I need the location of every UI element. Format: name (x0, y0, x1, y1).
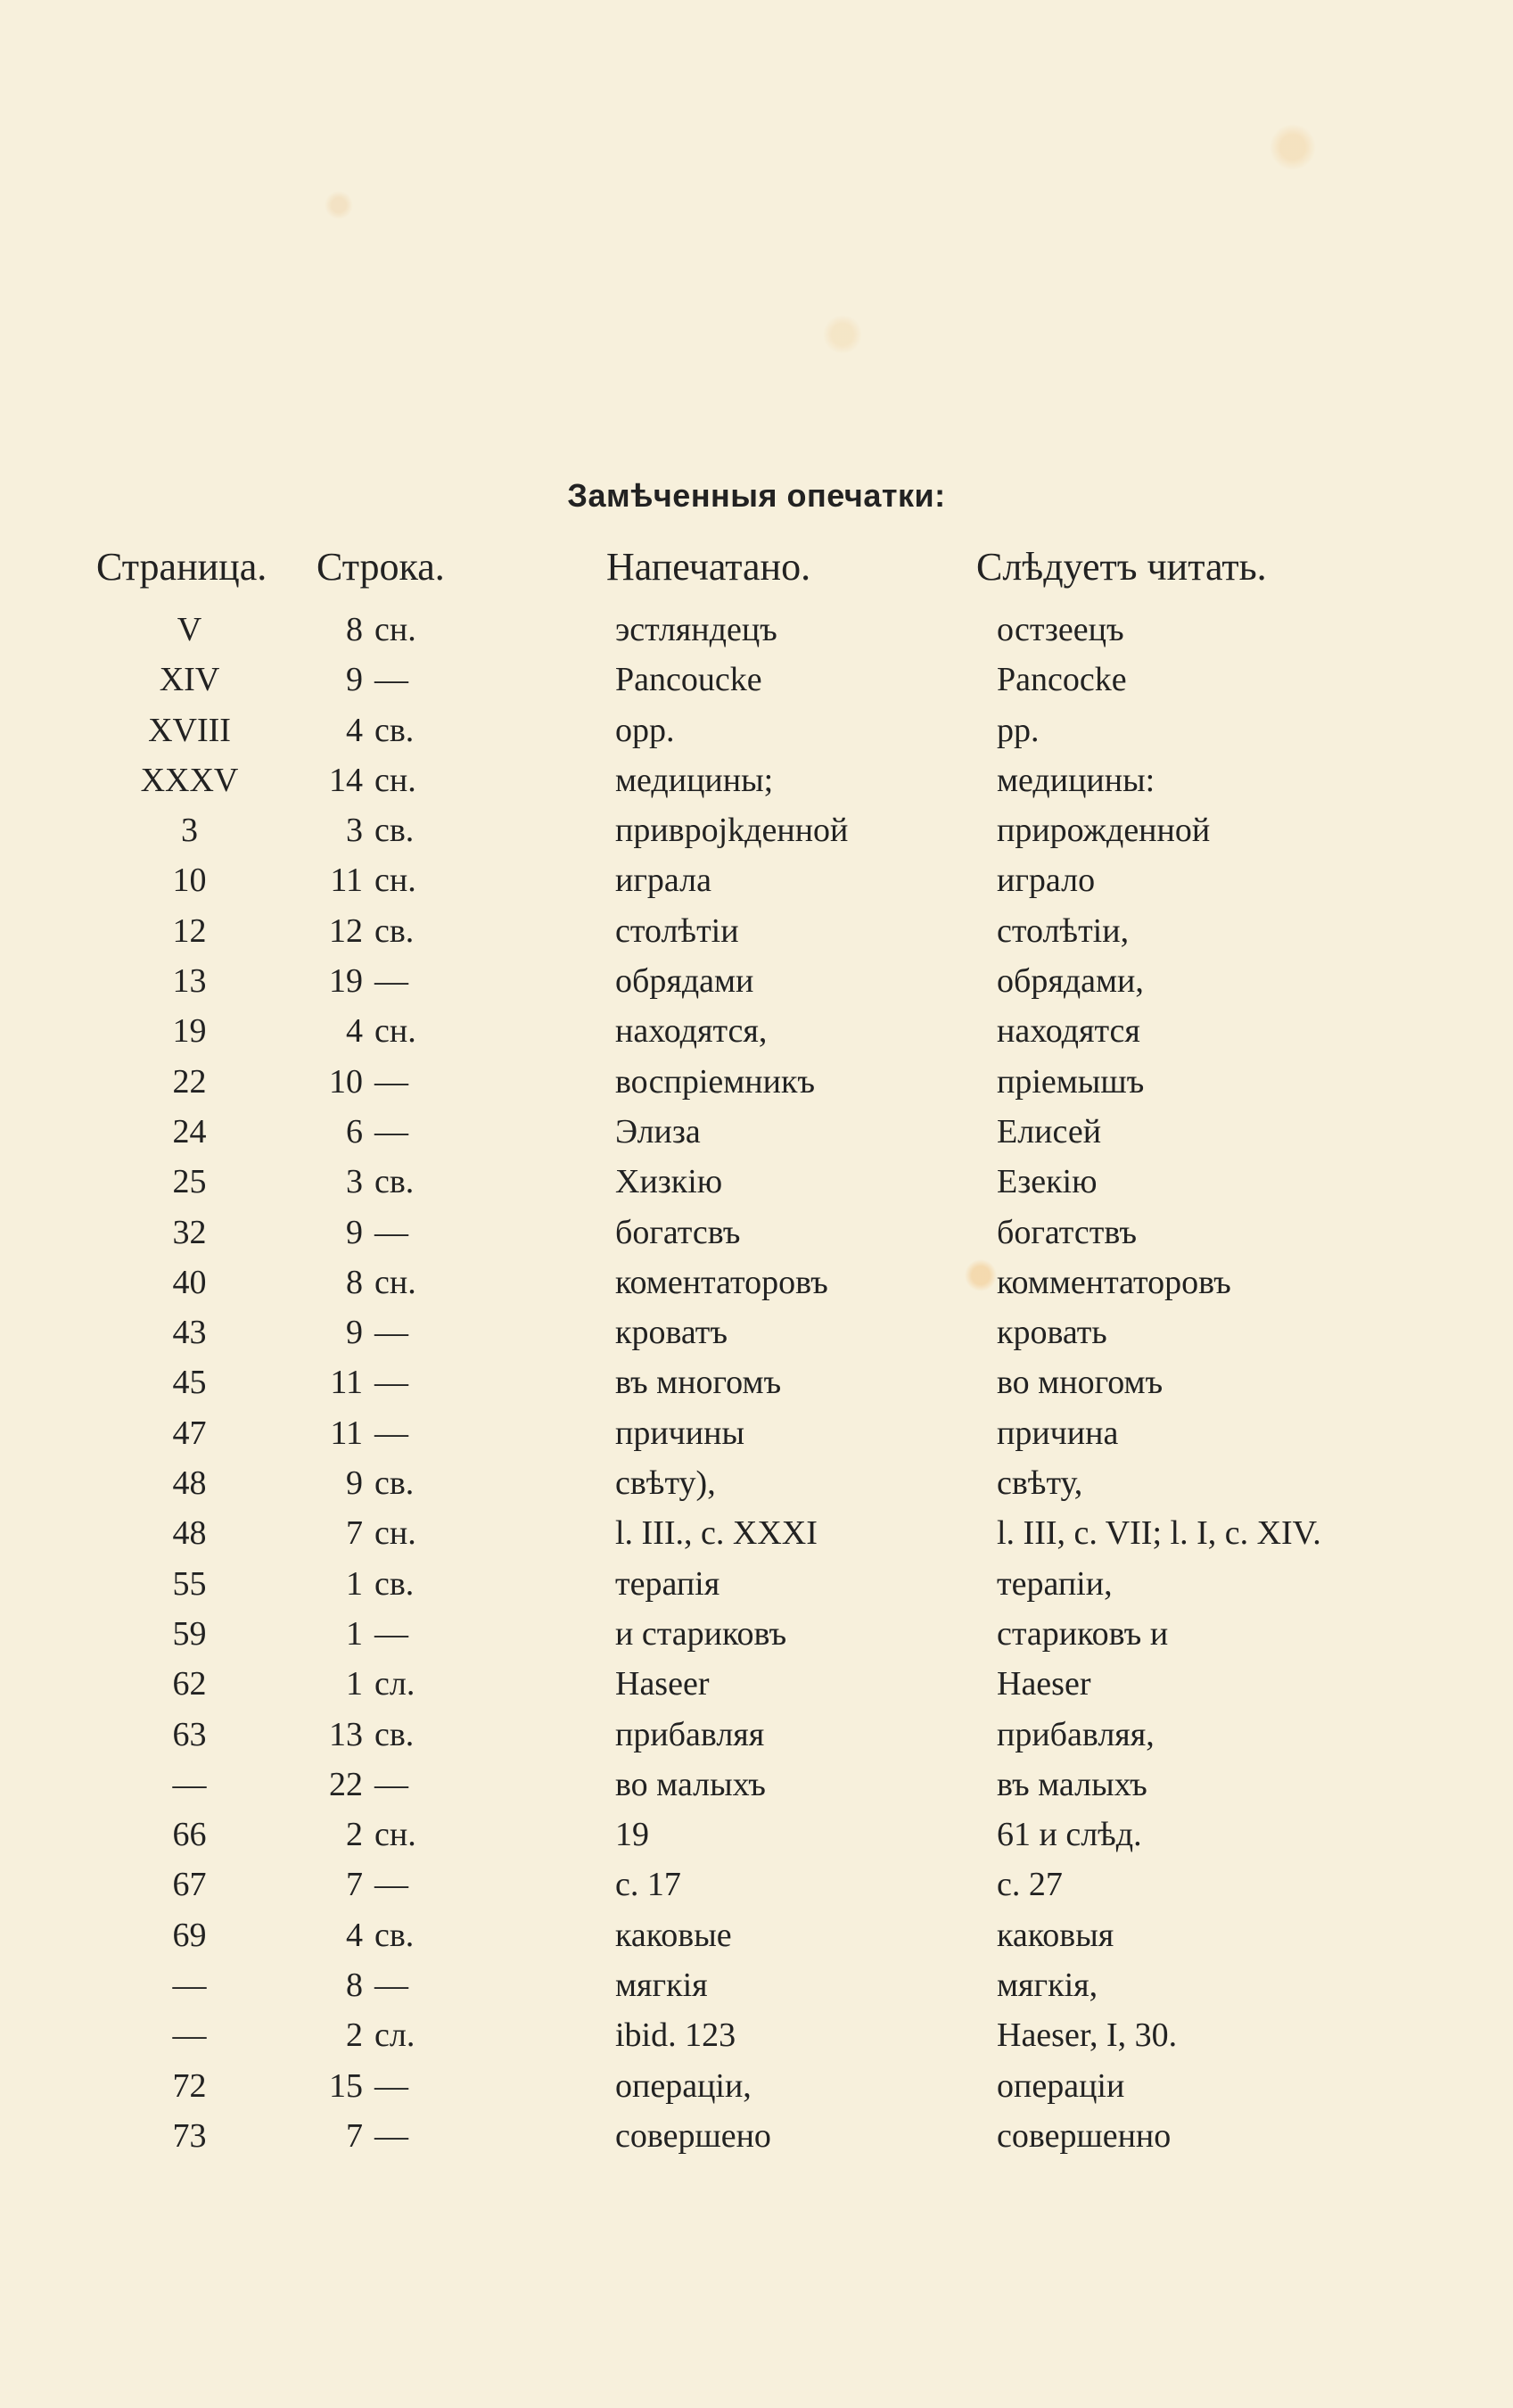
cell-read: каковыя (997, 1916, 1114, 1954)
cell-line-mark: сн. (374, 761, 416, 799)
cell-printed: операціи, (615, 2066, 752, 2105)
cell-read: l. III, c. VII; l. I, c. XIV. (997, 1514, 1321, 1553)
cell-line-number: 11 (330, 1414, 363, 1452)
cell-line-number: 22 (329, 1765, 363, 1803)
cell-read: Pancocke (997, 661, 1127, 699)
cell-read: остзеецъ (997, 611, 1124, 648)
cell-read: с. 27 (997, 1866, 1063, 1904)
table-row (0, 911, 1513, 961)
cell-page: — (172, 1765, 207, 1803)
cell-line-number: 8 (346, 611, 363, 648)
cell-printed: Pancoucke (615, 661, 762, 699)
table-row (0, 1966, 1513, 2016)
cell-page: 47 (172, 1414, 207, 1452)
table-row (0, 761, 1513, 811)
table-row (0, 1213, 1513, 1263)
cell-read: стариковъ и (997, 1614, 1169, 1653)
table-row (0, 711, 1513, 761)
table-row (0, 961, 1513, 1011)
cell-page: 69 (172, 1916, 207, 1954)
table-row (0, 2066, 1513, 2116)
cell-read: 61 и слѣд. (997, 1816, 1142, 1854)
cell-page: XVIII (148, 711, 231, 749)
cell-page: 24 (172, 1112, 207, 1150)
cell-page: 32 (172, 1213, 207, 1251)
cell-read: играло (997, 862, 1096, 900)
cell-read: богатствъ (997, 1213, 1137, 1251)
table-row (0, 1363, 1513, 1413)
cell-printed: Haseer (615, 1665, 710, 1703)
table-row (0, 1715, 1513, 1765)
cell-read: прирожденной (997, 812, 1211, 850)
table-row (0, 2116, 1513, 2166)
cell-page: 12 (172, 911, 207, 950)
cell-read: Елисей (997, 1112, 1102, 1150)
cell-printed: кроватъ (615, 1314, 728, 1352)
cell-line-number: 7 (346, 1514, 363, 1553)
cell-line-mark: св. (374, 1564, 415, 1603)
table-row (0, 1263, 1513, 1313)
cell-line-mark: сн. (374, 1012, 416, 1051)
cell-read: комментаторовъ (997, 1263, 1231, 1301)
cell-page: XXXV (140, 761, 239, 799)
cell-printed: причины (615, 1414, 744, 1452)
cell-page: 25 (172, 1163, 207, 1201)
cell-printed: богатсвъ (615, 1213, 741, 1251)
cell-line-number: 9 (346, 661, 363, 699)
cell-line-mark: — (374, 1614, 408, 1653)
cell-line-number: 3 (346, 812, 363, 850)
cell-printed: столѣтіи (615, 911, 739, 950)
cell-page: 66 (172, 1816, 207, 1854)
table-row (0, 1062, 1513, 1112)
cell-read: совершенно (997, 2116, 1172, 2155)
cell-line-mark: сн. (374, 1514, 416, 1553)
cell-read: кровать (997, 1314, 1107, 1352)
cell-line-number: 13 (329, 1715, 363, 1753)
cell-read: операціи (997, 2066, 1125, 2105)
table-row (0, 2016, 1513, 2066)
cell-line-number: 2 (346, 1816, 363, 1854)
cell-printed: находятся, (615, 1012, 768, 1051)
cell-printed: играла (615, 862, 711, 900)
cell-printed: Элиза (615, 1112, 701, 1150)
cell-page: 62 (172, 1665, 207, 1703)
cell-line-number: 3 (346, 1163, 363, 1201)
cell-page: 55 (172, 1564, 207, 1603)
cell-line-mark: — (374, 962, 408, 1001)
cell-line-mark: — (374, 661, 408, 699)
cell-page: 19 (172, 1012, 207, 1051)
cell-line-number: 8 (346, 1263, 363, 1301)
cell-page: 22 (172, 1062, 207, 1101)
column-header-printed: Напечатано. (606, 545, 811, 589)
cell-printed: терапія (615, 1564, 720, 1603)
cell-page: — (172, 2016, 207, 2055)
cell-line-mark: сн. (374, 1263, 416, 1301)
column-header-page: Страница. (96, 545, 267, 589)
cell-printed: обрядами (615, 962, 754, 1001)
cell-line-mark: св. (374, 911, 415, 950)
cell-line-number: 1 (346, 1665, 363, 1703)
cell-line-mark: — (374, 1967, 408, 2005)
cell-page: 67 (172, 1866, 207, 1904)
cell-line-number: 10 (329, 1062, 363, 1101)
cell-read: причина (997, 1414, 1119, 1452)
cell-printed: совершено (615, 2116, 771, 2155)
cell-printed: свѣту), (615, 1464, 716, 1503)
cell-page: 48 (172, 1464, 207, 1503)
cell-line-number: 9 (346, 1314, 363, 1352)
cell-line-mark: — (374, 1314, 408, 1352)
cell-printed: и стариковъ (615, 1614, 787, 1653)
cell-line-mark: сн. (374, 611, 416, 648)
cell-read: свѣту, (997, 1464, 1083, 1503)
cell-line-mark: св. (374, 711, 415, 749)
cell-line-number: 19 (329, 962, 363, 1001)
table-row (0, 1564, 1513, 1614)
cell-page: 13 (172, 962, 207, 1001)
table-row (0, 610, 1513, 660)
cell-printed: привроjkденной (615, 812, 849, 850)
cell-line-mark: — (374, 1112, 408, 1150)
table-row (0, 1865, 1513, 1915)
cell-page: 59 (172, 1614, 207, 1653)
cell-page: 48 (172, 1514, 207, 1553)
cell-line-mark: — (374, 1364, 408, 1402)
cell-read: Haeser (997, 1665, 1091, 1703)
cell-printed: ibid. 123 (615, 2016, 736, 2055)
cell-page: — (172, 1967, 207, 2005)
cell-line-mark: сн. (374, 1816, 416, 1854)
table-row (0, 1414, 1513, 1464)
cell-read: Езекію (997, 1163, 1098, 1201)
cell-printed: прибавляя (615, 1715, 765, 1753)
cell-printed: l. III., c. XXXI (615, 1514, 818, 1553)
cell-page: 72 (172, 2066, 207, 2105)
cell-read: медицины: (997, 761, 1155, 799)
cell-page: V (177, 611, 202, 648)
cell-line-mark: св. (374, 812, 415, 850)
table-row (0, 811, 1513, 861)
cell-line-mark: — (374, 1062, 408, 1101)
column-header-read: Слѣдуетъ читать. (976, 545, 1267, 589)
column-headers (0, 544, 1513, 598)
cell-page: 43 (172, 1314, 207, 1352)
cell-line-number: 12 (329, 911, 363, 950)
cell-line-number: 4 (346, 1012, 363, 1051)
column-header-line: Строка. (317, 545, 445, 589)
cell-read: въ малыхъ (997, 1765, 1147, 1803)
cell-printed: 19 (615, 1816, 649, 1854)
table-row (0, 1011, 1513, 1061)
cell-line-number: 9 (346, 1464, 363, 1503)
table-row (0, 1614, 1513, 1664)
cell-line-number: 8 (346, 1967, 363, 2005)
page-title: Замѣченныя опечатки: (567, 477, 946, 514)
cell-printed: въ многомъ (615, 1364, 782, 1402)
cell-line-mark: сл. (374, 2016, 415, 2055)
cell-printed: мягкія (615, 1967, 708, 2005)
cell-line-number: 9 (346, 1213, 363, 1251)
cell-line-number: 2 (346, 2016, 363, 2055)
cell-read: находятся (997, 1012, 1140, 1051)
cell-line-mark: св. (374, 1163, 415, 1201)
cell-line-mark: — (374, 1866, 408, 1904)
cell-line-number: 7 (346, 2116, 363, 2155)
cell-printed: коментаторовъ (615, 1263, 828, 1301)
cell-read: Haeser, I, 30. (997, 2016, 1178, 2055)
cell-line-number: 14 (329, 761, 363, 799)
cell-read: во многомъ (997, 1364, 1164, 1402)
cell-read: обрядами, (997, 962, 1144, 1001)
table-row (0, 1162, 1513, 1212)
cell-printed: воспріемникъ (615, 1062, 816, 1101)
cell-line-number: 4 (346, 1916, 363, 1954)
cell-printed: медицины; (615, 761, 774, 799)
cell-page: 63 (172, 1715, 207, 1753)
cell-line-mark: — (374, 1213, 408, 1251)
cell-read: рр. (997, 711, 1040, 749)
table-row (0, 1765, 1513, 1815)
cell-line-mark: — (374, 2116, 408, 2155)
cell-printed: Хизкію (615, 1163, 723, 1201)
table-row (0, 1664, 1513, 1714)
table-row (0, 1464, 1513, 1513)
cell-line-number: 7 (346, 1866, 363, 1904)
cell-line-number: 1 (346, 1564, 363, 1603)
cell-printed: во малыхъ (615, 1765, 766, 1803)
cell-printed: каковые (615, 1916, 732, 1954)
cell-page: 73 (172, 2116, 207, 2155)
cell-read: пріемышъ (997, 1062, 1145, 1101)
table-row (0, 861, 1513, 911)
cell-page: 40 (172, 1263, 207, 1301)
cell-line-mark: сн. (374, 862, 416, 900)
table-row (0, 1313, 1513, 1363)
cell-read: прибавляя, (997, 1715, 1155, 1753)
cell-page: 3 (181, 812, 198, 850)
cell-line-number: 4 (346, 711, 363, 749)
cell-page: XIV (159, 661, 220, 699)
table-row (0, 1815, 1513, 1865)
cell-line-number: 15 (329, 2066, 363, 2105)
cell-read: терапіи, (997, 1564, 1113, 1603)
cell-line-mark: сл. (374, 1665, 415, 1703)
table-row (0, 1513, 1513, 1563)
cell-line-mark: св. (374, 1916, 415, 1954)
cell-line-number: 1 (346, 1614, 363, 1653)
cell-line-mark: — (374, 1765, 408, 1803)
cell-printed: эстляндецъ (615, 611, 777, 648)
errata-table (0, 610, 1513, 2166)
cell-line-number: 11 (330, 862, 363, 900)
cell-page: 45 (172, 1364, 207, 1402)
cell-line-mark: — (374, 1414, 408, 1452)
cell-line-mark: св. (374, 1464, 415, 1503)
cell-line-mark: св. (374, 1715, 415, 1753)
cell-line-number: 6 (346, 1112, 363, 1150)
cell-line-number: 11 (330, 1364, 363, 1402)
cell-read: столѣтіи, (997, 911, 1130, 950)
cell-page: 10 (172, 862, 207, 900)
cell-read: мягкія, (997, 1967, 1098, 2005)
table-row (0, 1916, 1513, 1966)
cell-printed: с. 17 (615, 1866, 681, 1904)
table-row (0, 1112, 1513, 1162)
cell-printed: орр. (615, 711, 675, 749)
cell-line-mark: — (374, 2066, 408, 2105)
table-row (0, 660, 1513, 710)
